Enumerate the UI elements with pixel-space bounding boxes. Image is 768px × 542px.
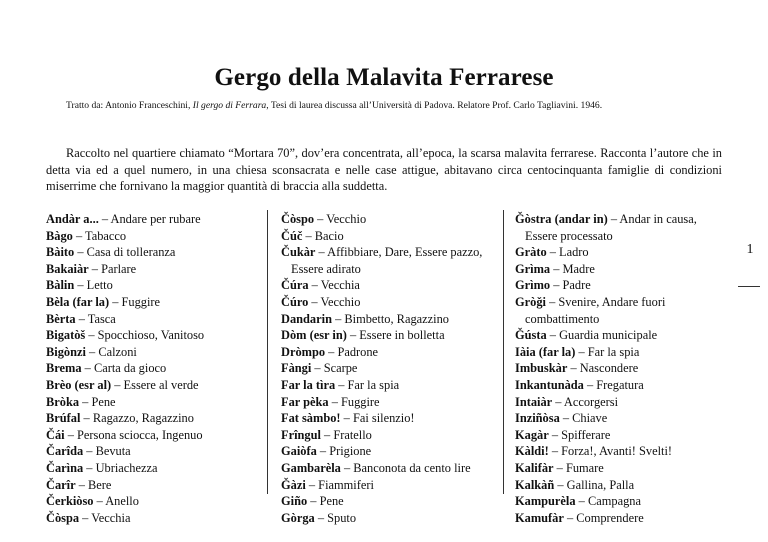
glossary-definition: – Prigione (316, 444, 372, 459)
glossary-definition: – Forza!, Avanti! Svelti! (548, 444, 673, 459)
glossary-definition: – Vecchia (308, 278, 360, 293)
glossary-definition: – Pene (79, 394, 116, 409)
glossary-entry (281, 427, 496, 444)
glossary-entry (281, 360, 496, 377)
glossary-definition: – Comprendere (563, 510, 644, 525)
glossary-term: Čòspa (46, 510, 80, 525)
glossary-term: Inkantunàda (515, 377, 584, 392)
glossary-definition: – Madre (550, 261, 595, 276)
glossary-definition: – Scarpe (311, 361, 358, 376)
glossary-definition: – Fumare (553, 460, 604, 475)
glossary-definition: – Essere in bolletta (346, 328, 445, 343)
glossary-entry (281, 377, 496, 394)
glossary-definition: – Parlare (88, 261, 137, 276)
glossary-definition: – Ubriachezza (83, 460, 158, 475)
glossary-definition: – Banconota da cento lire (340, 460, 471, 475)
glossary-definition: – Far la spia (575, 344, 640, 359)
glossary-term: Gambarèla (281, 460, 341, 475)
glossary-definition: – Svenire, Andare fuori combattimento (525, 294, 666, 326)
glossary-definition: – Bevuta (83, 444, 131, 459)
intro-paragraph: Raccolto nel quartiere chiamato “Mortara 70”, dov’era concentrata, all’epoca, la scarsa malavita ferrarese. Racconta l’autore che in detta via ed a quel numero, in una chiesa sconsacrata e nelle case attigue, abitavano circa centocinquanta famiglie di condizioni miserrime che fornivano la maggior quantità di braccia alla suddetta. (46, 146, 722, 194)
glossary-definition: – Bere (75, 477, 112, 492)
glossary-term: Andàr a... (46, 212, 99, 226)
glossary-definition: – Andare per rubare (98, 212, 201, 226)
glossary-term: Kàldi! (515, 444, 549, 459)
glossary-entry (281, 394, 496, 411)
glossary-definition: – Spifferare (548, 427, 611, 442)
glossary-definition: – Padre (550, 278, 591, 293)
glossary-entry (46, 460, 254, 477)
glossary-entry (46, 410, 254, 427)
glossary-definition: – Fai silenzio! (340, 411, 415, 426)
source-work-title: Il gergo di Ferrara (192, 100, 267, 111)
glossary-definition: – Spocchioso, Vanitoso (85, 328, 205, 343)
glossary-term: Kalkàñ (515, 477, 555, 492)
glossary-entry (46, 244, 254, 261)
glossary-definition: – Nascondere (567, 361, 639, 376)
glossary-term: Čukàr (281, 245, 316, 260)
glossary-entry (515, 477, 723, 494)
glossary-definition: – Campagna (575, 494, 641, 509)
glossary-entry (281, 510, 496, 527)
glossary-definition: – Vecchio (314, 212, 367, 226)
glossary-entry (281, 211, 496, 228)
glossary-term: Kalifàr (515, 460, 554, 475)
glossary-entry (281, 344, 496, 361)
source-suffix: , Tesi di laurea discussa all’Università di Padova. Relatore Prof. Carlo Tagliavini. 1946. (266, 100, 603, 111)
glossary-term: Bakaiàr (46, 261, 89, 276)
glossary-term: Far la tìra (281, 377, 336, 392)
glossary-definition: – Affibbiare, Dare, Essere pazzo, Essere adirato (291, 245, 483, 276)
glossary-entry (46, 427, 254, 444)
glossary-definition: – Fuggire (109, 294, 161, 309)
glossary-term: Intaiàr (515, 394, 553, 409)
glossary-column-1 (46, 211, 254, 526)
glossary-entry (46, 360, 254, 377)
glossary-term: Inziñòsa (515, 411, 560, 426)
glossary-entry (46, 443, 254, 460)
glossary-term: Bèrta (46, 311, 76, 326)
glossary-column-3 (515, 211, 723, 526)
glossary-definition: – Ragazzo, Ragazzino (80, 411, 194, 426)
glossary-entry (515, 493, 723, 510)
glossary-entry (281, 443, 496, 460)
glossary-entry (515, 261, 723, 278)
glossary-entry (281, 311, 496, 328)
glossary-entry (281, 493, 496, 510)
glossary-definition: – Chiave (559, 411, 608, 426)
glossary-definition: – Fuggire (328, 394, 380, 409)
glossary-entry (515, 360, 723, 377)
glossary-term: Ǧústa (515, 328, 547, 343)
glossary-term: Čúč (281, 228, 303, 243)
glossary-definition: – Vecchio (308, 294, 361, 309)
glossary-definition: – Far la spia (335, 377, 400, 392)
glossary-definition: – Gallina, Palla (554, 477, 635, 492)
glossary-definition: – Sputo (314, 510, 357, 525)
glossary-entry (281, 294, 496, 311)
glossary-column-2 (281, 211, 496, 526)
glossary-entry (46, 261, 254, 278)
glossary-entry (46, 294, 254, 311)
glossary-entry (515, 510, 723, 527)
glossary-term: Brèo (esr al) (46, 377, 112, 392)
glossary-term: Gòrga (281, 510, 315, 525)
glossary-term: Ǧòstra (andar in) (515, 212, 608, 226)
glossary-entry (515, 394, 723, 411)
glossary-definition: – Accorgersi (552, 394, 619, 409)
glossary-entry (515, 211, 723, 244)
glossary-term: Čarîda (46, 444, 84, 459)
glossary-term: Čarìna (46, 460, 84, 475)
source-note (66, 100, 746, 112)
glossary-entry (515, 277, 723, 294)
glossary-term: Grìmo (515, 278, 551, 293)
glossary-term: Imbuskàr (515, 361, 568, 376)
glossary-definition: – Fregatura (583, 377, 644, 392)
glossary-definition: – Carta da gioco (81, 361, 167, 376)
glossary-term: Bigònzi (46, 344, 86, 359)
glossary-definition: – Bacio (302, 228, 344, 243)
glossary-term: Dòm (esr in) (281, 328, 347, 343)
glossary-entry (281, 477, 496, 494)
glossary-term: Iàia (far la) (515, 344, 576, 359)
glossary-entry (515, 427, 723, 444)
glossary-entry (46, 394, 254, 411)
column-divider (267, 210, 268, 494)
glossary-term: Gròǧi (515, 294, 546, 309)
glossary-definition: – Pene (307, 494, 344, 509)
glossary-term: Čái (46, 427, 65, 442)
glossary-entry (46, 228, 254, 245)
glossary-definition: – Andar in causa, Essere processato (525, 212, 697, 243)
glossary-definition: – Bimbetto, Ragazzino (331, 311, 449, 326)
glossary-term: Bàgo (46, 228, 73, 243)
glossary-entry (281, 228, 496, 245)
glossary-term: Dandarin (281, 311, 332, 326)
glossary-definition: – Persona sciocca, Ingenuo (64, 427, 203, 442)
glossary-term: Bàito (46, 245, 75, 260)
glossary-entry (515, 244, 723, 261)
glossary-term: Kampurèla (515, 494, 576, 509)
glossary-definition: – Guardia municipale (546, 328, 658, 343)
glossary-definition: – Fratello (320, 427, 372, 442)
glossary-definition: – Casa di tolleranza (74, 245, 176, 260)
glossary-definition: – Letto (74, 278, 113, 293)
glossary-entry (46, 493, 254, 510)
glossary-term: Giño (281, 494, 308, 509)
glossary-term: Fat sàmbo! (281, 411, 341, 426)
glossary-term: Kamufàr (515, 510, 564, 525)
glossary-term: Čerkiòso (46, 494, 94, 509)
glossary-term: Frîngul (281, 427, 321, 442)
glossary-term: Bàlin (46, 278, 75, 293)
glossary-entry (281, 244, 496, 277)
glossary-entry (46, 377, 254, 394)
glossary-entry (281, 460, 496, 477)
glossary-definition: – Essere al verde (111, 377, 199, 392)
source-prefix: Tratto da: Antonio Franceschini, (66, 100, 193, 111)
glossary-term: Grìma (515, 261, 551, 276)
glossary-definition: – Fiammiferi (305, 477, 374, 492)
glossary-entry (515, 443, 723, 460)
glossary-entry (281, 277, 496, 294)
glossary-definition: – Ladro (546, 245, 589, 260)
glossary-definition: – Tasca (75, 311, 116, 326)
glossary-term: Brema (46, 361, 82, 376)
glossary-entry (46, 477, 254, 494)
column-divider (503, 210, 504, 494)
glossary-term: Bròka (46, 394, 80, 409)
glossary-entry (46, 510, 254, 527)
glossary-definition: – Calzoni (85, 344, 137, 359)
glossary-term: Far pèka (281, 394, 329, 409)
glossary-term: Dròmpo (281, 344, 326, 359)
glossary-definition: – Padrone (325, 344, 379, 359)
glossary-term: Kagàr (515, 427, 549, 442)
glossary-definition: – Tabacco (72, 228, 127, 243)
glossary-entry (281, 410, 496, 427)
glossary-entry (281, 327, 496, 344)
page-number-rule (738, 286, 760, 287)
glossary-entry (515, 377, 723, 394)
glossary-term: Čúro (281, 294, 309, 309)
page-title: Gergo della Malavita Ferrarese (214, 64, 554, 91)
glossary-term: Brúfal (46, 411, 81, 426)
glossary-definition: – Vecchia (79, 510, 131, 525)
glossary-term: Fàngi (281, 361, 312, 376)
glossary-entry (46, 327, 254, 344)
glossary-entry (515, 327, 723, 344)
glossary-term: Gràto (515, 245, 547, 260)
glossary-term: Bèla (far la) (46, 294, 110, 309)
glossary-term: Čarîr (46, 477, 76, 492)
glossary-entry (46, 211, 254, 228)
glossary-term: Ǧàzi (281, 477, 306, 492)
page-number: 1 (746, 242, 754, 257)
glossary-entry (515, 410, 723, 427)
glossary-entry (515, 344, 723, 361)
glossary-entry (46, 311, 254, 328)
glossary-entry (515, 460, 723, 477)
glossary-definition: – Anello (93, 494, 139, 509)
glossary-term: Bigatòš (46, 328, 86, 343)
glossary-entry (46, 277, 254, 294)
glossary-entry (46, 344, 254, 361)
glossary-term: Čúra (281, 278, 309, 293)
glossary-term: Gaiòfa (281, 444, 317, 459)
glossary-entry (515, 294, 723, 327)
glossary-term: Čòspo (281, 212, 315, 226)
